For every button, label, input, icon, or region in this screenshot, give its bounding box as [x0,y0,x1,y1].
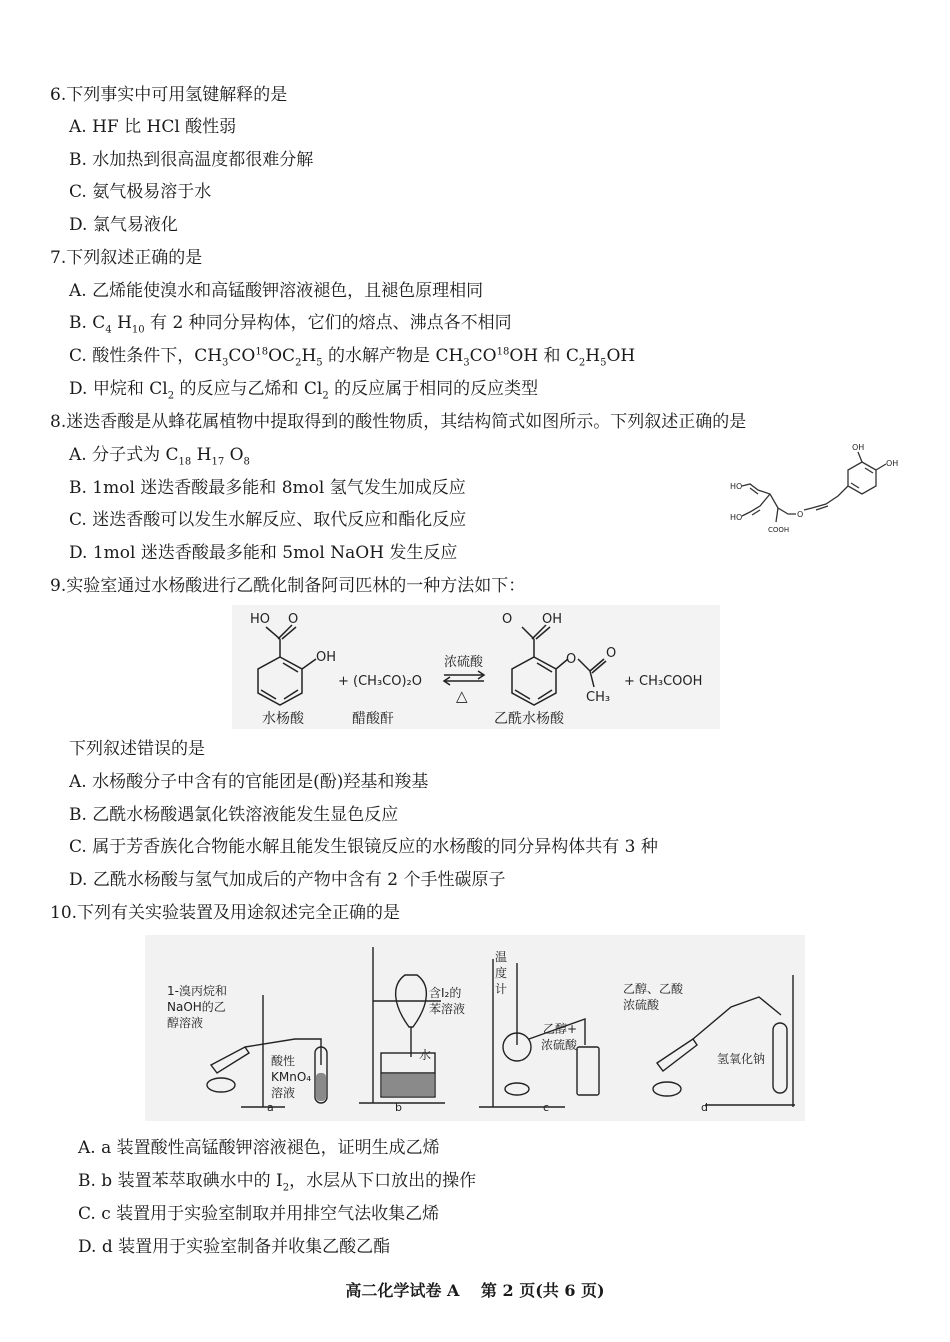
rosmarinic-ho-1: HO [730,482,743,491]
q8-option-d: D. 1mol 迷迭香酸最多能和 5mol NaOH 发生反应 [69,543,458,563]
q8-option-a: A. 分子式为 $C_{18}$ $H_{17}$ $O_8$ [69,445,250,468]
rosmarinic-acid-structure [730,438,902,538]
rosmarinic-o: O [797,510,804,519]
salicylic-ho-label: HO [250,612,271,627]
label-b-iodine-2: 苯溶液 [429,1002,466,1016]
q9-stem: 9.实验室通过水杨酸进行乙酰化制备阿司匹林的一种方法如下： [50,576,526,596]
label-a-reagent-1: 1-溴丙烷和 [167,984,227,998]
rosmarinic-oh-2: OH [886,459,899,468]
aspirin-ch3-label: CH₃ [586,690,611,705]
q6-option-b: B. 水加热到很高温度都很难分解 [69,150,314,170]
q9-sub-stem: 下列叙述错误的是 [69,739,205,759]
aspirin-oh-label: OH [542,612,563,627]
caption-d: d [701,1101,708,1114]
q7-option-d: D. 甲烷和 $Cl_2$ 的反应与乙烯和 $Cl_2$ 的反应属于相同的反应类型 [69,379,539,402]
lab-apparatus-figure [145,935,805,1121]
rosmarinic-ho-2: HO [730,513,743,522]
catalyst-label: 浓硫酸 [444,655,484,670]
q7-option-b: B. $C_4$ $H_{10}$ 有 2 种同分异构体，它们的熔点、沸点各不相同 [69,313,512,336]
q7-option-a: A. 乙烯能使溴水和高锰酸钾溶液褪色，且褪色原理相同 [69,281,484,301]
acetic-anhydride-formula: + (CH₃CO)₂O [338,674,422,689]
label-a-kmno4-1: 酸性 [271,1054,296,1068]
label-c-reagent-1: 乙醇+ [543,1022,578,1036]
aspirin-o-label-3: O [606,646,617,661]
salicylic-o-label: O [288,612,299,627]
label-d-reagent-2: 浓硫酸 [623,998,660,1012]
heat-symbol: △ [456,687,468,705]
q10-stem: 10.下列有关实验装置及用途叙述完全正确的是 [50,903,401,923]
acetic-acid-formula: + CH₃COOH [624,674,703,689]
q9-option-c: C. 属于芳香族化合物能水解且能发生银镜反应的水杨酸的同分异构体共有 3 种 [69,837,658,857]
caption-c: c [543,1101,550,1114]
q10-option-a: A. a 装置酸性高锰酸钾溶液褪色，证明生成乙烯 [78,1138,440,1158]
label-d-naoh: 氢氧化钠 [717,1052,766,1066]
page-footer: 高二化学试卷 A 第 2 页(共 6 页) [345,1281,605,1300]
aspirin-o-label-2: O [566,652,577,667]
label-d-reagent-1: 乙醇、乙酸 [623,982,684,996]
label-c-thermo-3: 计 [495,982,508,996]
label-b-water: 水 [419,1048,432,1062]
q6-option-a: A. HF 比 HCl 酸性弱 [69,117,237,137]
label-a-kmno4-2: KMnO₄ [271,1070,312,1084]
q8-stem: 8.迷迭香酸是从蜂花属植物中提取得到的酸性物质，其结构简式如图所示。下列叙述正确的是 [50,412,747,432]
acetic-anhydride-name: 醋酸酐 [352,711,394,727]
q9-option-b: B. 乙酰水杨酸遇氯化铁溶液能发生显色反应 [69,805,399,825]
label-a-reagent-3: 醇溶液 [167,1016,204,1030]
q6-option-c: C. 氨气极易溶于水 [69,182,212,202]
q8-option-c: C. 迷迭香酸可以发生水解反应、取代反应和酯化反应 [69,510,467,530]
label-a-reagent-2: NaOH的乙 [167,1000,226,1014]
q10-option-c: C. c 装置用于实验室制取并用排空气法收集乙烯 [78,1204,440,1224]
label-c-thermo-2: 度 [495,966,508,980]
aspirin-reaction-scheme [232,605,720,729]
q10-option-d: D. d 装置用于实验室制备并收集乙酸乙酯 [78,1237,391,1257]
q9-option-d: D. 乙酰水杨酸与氢气加成后的产物中含有 2 个手性碳原子 [69,870,506,890]
q6-option-d: D. 氯气易液化 [69,215,178,235]
label-a-kmno4-3: 溶液 [271,1086,296,1100]
q7-option-c: C. 酸性条件下，$CH_3CO^{18}OC_2H_5$ 的水解产物是 $CH_3CO^{18}OH$ 和 $C_2H_5OH$ [69,346,636,369]
caption-a: a [267,1101,274,1114]
acetylsalicylic-acid-name: 乙酰水杨酸 [494,711,564,727]
q9-option-a: A. 水杨酸分子中含有的官能团是(酚)羟基和羧基 [69,772,429,792]
label-b-iodine-1: 含I₂的 [429,986,462,1000]
q10-option-b: B. b 装置苯萃取碘水中的 $I_2$，水层从下口放出的操作 [78,1171,477,1194]
salicylic-oh-label: OH [316,650,337,665]
rosmarinic-oh-1: OH [852,443,865,452]
aspirin-o-label-1: O [502,612,513,627]
caption-b: b [395,1101,402,1114]
label-c-reagent-2: 浓硫酸 [541,1038,578,1052]
label-c-thermo-1: 温 [495,950,508,964]
q8-option-b: B. 1mol 迷迭香酸最多能和 8mol 氢气发生加成反应 [69,478,466,498]
rosmarinic-cooh: COOH [768,526,790,534]
q6-stem: 6.下列事实中可用氢键解释的是 [50,85,288,105]
salicylic-acid-name: 水杨酸 [262,711,304,727]
q7-stem: 7.下列叙述正确的是 [50,248,203,268]
